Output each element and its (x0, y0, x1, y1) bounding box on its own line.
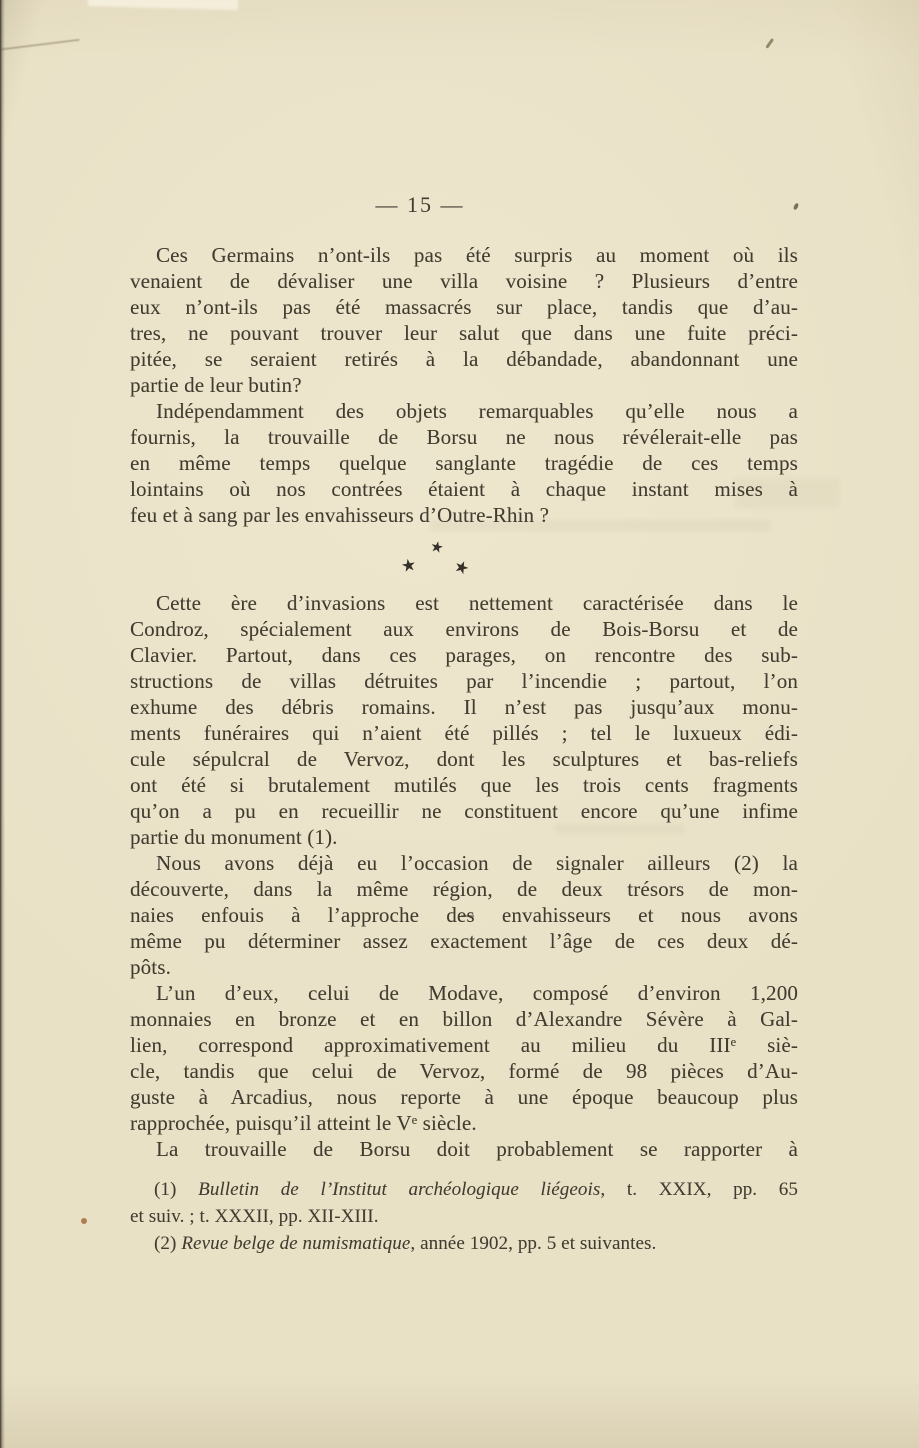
paragraph-6 (130, 1136, 798, 1162)
asterism-divider (130, 528, 798, 590)
text-line: Cette ère d’invasions est nettement caractérisée dans le (156, 591, 798, 615)
paragraph-2 (130, 398, 798, 528)
footnote-marker: (1) (154, 1179, 177, 1200)
text-line: structions de villas détruites par l’incendie ; partout, l’on (130, 669, 798, 693)
text-line: qu’on a pu en recueillir ne constituent encore qu’une infime (130, 799, 798, 823)
text-line: même pu déterminer assez exactement l’âge de ces deux dé- (130, 929, 798, 953)
paper-highlight (88, 0, 238, 10)
text-line: partie de leur butin? (130, 373, 302, 397)
paragraph-4 (130, 850, 798, 980)
paragraph-3 (130, 590, 798, 850)
footnote-reference: , année 1902, pp. 5 et suivantes. (410, 1233, 657, 1254)
footnotes-section (130, 1176, 798, 1257)
text-line: partie du monument (1). (130, 825, 338, 849)
text-line: lointains où nos contrées étaient à chaque instant mises à (130, 477, 798, 501)
page-left-edge-shadow (0, 0, 5, 1448)
star-icon: ★ (450, 555, 473, 580)
text-line: ments funéraires qui n’aient été pillés ; tel le luxueux édi- (130, 721, 798, 745)
text-line: tres, ne pouvant trouver leur salut que dans une fuite préci- (130, 321, 798, 345)
text-line: eux n’ont-ils pas été massacrés sur place, tandis que d’au- (130, 295, 798, 319)
star-icon: ★ (428, 538, 446, 558)
page-number: — 15 — (375, 192, 465, 217)
text-line: monnaies en bronze et en billon d’Alexandre Sévère à Gal- (130, 1007, 798, 1031)
text-line: Condroz, spécialement aux environs de Bois-Borsu et de (130, 617, 798, 641)
text-line: découverte, dans la même région, de deux trésors de mon- (130, 877, 798, 901)
crease-mark (0, 39, 80, 51)
footnote-reference: , t. XXIX, pp. 65 (600, 1179, 798, 1200)
text-line: guste à Arcadius, nous reporte à une époque beaucoup plus (130, 1085, 798, 1109)
footnote-1-line-2: et suiv. ; t. XXXII, pp. XII-XIII. (130, 1206, 379, 1227)
star-icon: ★ (399, 554, 418, 577)
text-line: venaient de dévaliser une villa voisine ? Plusieurs d’entre (130, 269, 798, 293)
footnote-title-italic: Revue belge de numismatique (181, 1233, 411, 1254)
paper-speck (793, 203, 799, 211)
text-line: L’un d’eux, celui de Modave, composé d’environ 1,200 (156, 981, 798, 1005)
text-line: Nous avons déjà eu l’occasion de signaler ailleurs (2) la (156, 851, 798, 875)
text-line: Clavier. Partout, dans ces parages, on rencontre des sub- (130, 643, 798, 667)
text-line: rapprochée, puisqu’il atteint le Vᵉ siècle. (130, 1111, 477, 1135)
body-text (130, 242, 798, 1162)
text-line: fournis, la trouvaille de Borsu ne nous révélerait-elle pas (130, 425, 798, 449)
footnote-1-line-1 (130, 1176, 798, 1203)
text-line: ont été si brutalement mutilés que les trois cents fragments (130, 773, 798, 797)
text-line: cule sépulcral de Vervoz, dont les sculptures et bas-reliefs (130, 747, 798, 771)
paragraph-1 (130, 242, 798, 398)
text-line: cle, tandis que celui de Vervoz, formé de 98 pièces d’Au- (130, 1059, 798, 1083)
text-line: lien, correspond approximativement au milieu du IIIᵉ siè- (130, 1033, 798, 1057)
footnote-2-line-1 (130, 1230, 798, 1257)
text-line: feu et à sang par les envahisseurs d’Outre-Rhin ? (130, 503, 550, 527)
footnote-marker: (2) (154, 1233, 177, 1254)
paper-speck (81, 1218, 87, 1224)
paper-speck (765, 38, 773, 48)
text-line: Indépendamment des objets remarquables qu’elle nous a (156, 399, 798, 423)
text-line: pôts. (130, 955, 172, 979)
text-line: pitée, se seraient retirés à la débandade, abandonnant une (130, 347, 798, 371)
text-line: en même temps quelque sanglante tragédie de ces temps (130, 451, 798, 475)
text-line: Ces Germains n’ont-ils pas été surpris au moment où ils (156, 243, 798, 267)
footnote-title-italic: Bulletin de l’Institut archéologique liégeois (198, 1179, 601, 1200)
text-line: exhume des débris romains. Il n’est pas jusqu’aux monu- (130, 695, 798, 719)
paragraph-5 (130, 980, 798, 1136)
text-line: La trouvaille de Borsu doit probablement se rapporter à (156, 1137, 798, 1161)
text-line: naies enfouis à l’approche des envahisseurs et nous avons (130, 903, 798, 927)
